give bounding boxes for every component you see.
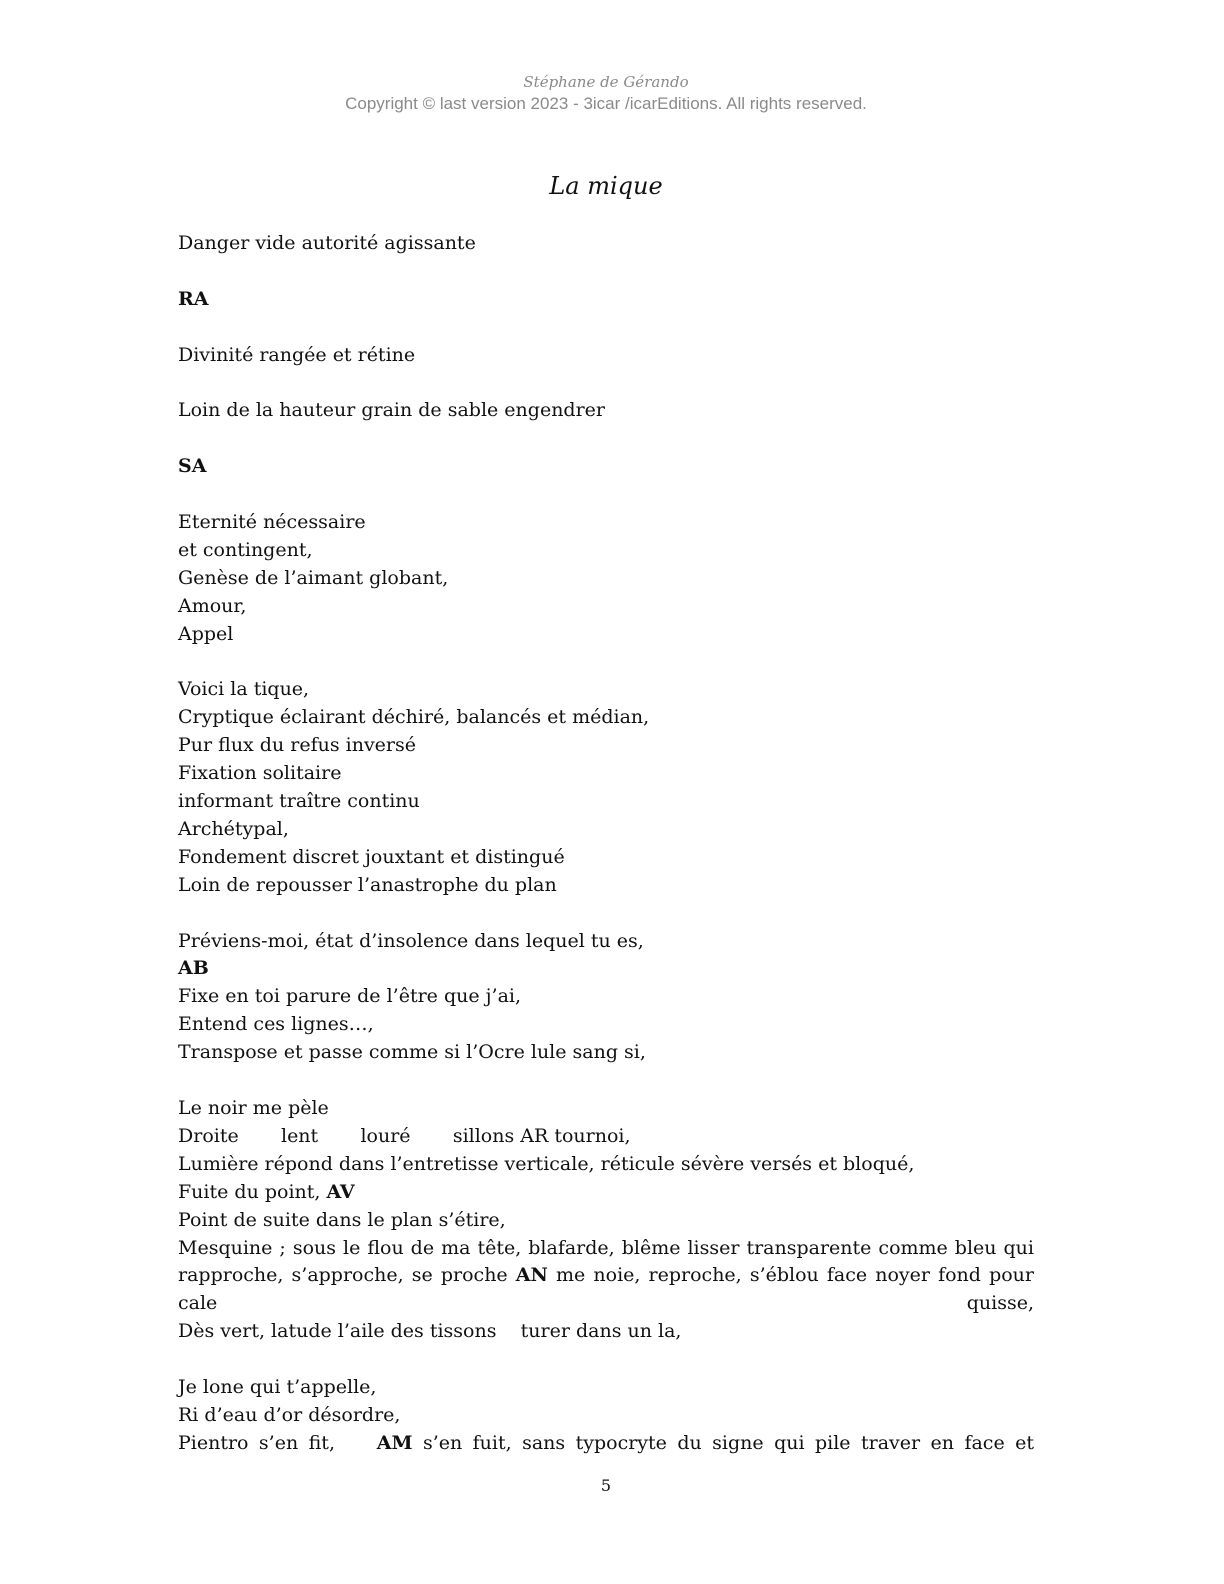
poem-line: Je lone qui t’appelle, xyxy=(178,1376,377,1399)
poem-line: Cryptique éclairant déchiré, balancés et médian, xyxy=(178,706,650,729)
poem-blank-line xyxy=(178,370,1034,398)
bold-syllable: SA xyxy=(178,455,207,478)
poem-line xyxy=(178,1179,1034,1207)
poem-text: me noie, reproche, s’éblou face noyer fond pour cale quisse, xyxy=(178,1264,1034,1315)
poem-line: Eternité nécessaire xyxy=(178,510,366,533)
bold-syllable: AM xyxy=(376,1431,413,1454)
poem-line: Dès vert, latude l’aile des tissons turer dans un la, xyxy=(178,1320,682,1343)
poem-line: Entend ces lignes…, xyxy=(178,1013,374,1036)
poem-blank-line xyxy=(178,481,1034,509)
page-header xyxy=(0,71,1212,115)
poem-text: Pientro s’en fit, xyxy=(178,1431,377,1454)
poem-text: Fuite du point, xyxy=(178,1180,327,1203)
poem-line: Loin de la hauteur grain de sable engendrer xyxy=(178,399,606,422)
poem-line xyxy=(178,286,1034,314)
poem-line: Le noir me pèle xyxy=(178,1096,329,1119)
poem-line xyxy=(178,955,1034,983)
poem-line: Danger vide autorité agissante xyxy=(178,232,476,254)
poem-line: Divinité rangée et rétine xyxy=(178,343,416,366)
poem-line: Fixe en toi parure de l’être que j’ai, xyxy=(178,985,522,1008)
poem-line: Voici la tique, xyxy=(178,678,310,701)
poem-line: Loin de repousser l’anastrophe du plan xyxy=(178,873,557,896)
poem-line: Transpose et passe comme si l’Ocre lule sang si, xyxy=(178,1041,646,1064)
bold-syllable: AV xyxy=(326,1180,355,1203)
poem-line: Fixation solitaire xyxy=(178,762,342,785)
poem-blank-line xyxy=(178,649,1034,677)
poem-line: Ri d’eau d’or désordre, xyxy=(178,1403,401,1426)
poem-line: Point de suite dans le plan s’étire, xyxy=(178,1208,506,1231)
bold-syllable: RA xyxy=(178,287,209,310)
poem-line-justified xyxy=(178,1430,1034,1458)
bold-syllable: AN xyxy=(515,1264,548,1287)
poem-line: Fondement discret jouxtant et distingué xyxy=(178,845,565,868)
bold-syllable: AB xyxy=(178,957,209,980)
page-number: 5 xyxy=(600,1476,612,1495)
poem-blank-line xyxy=(178,258,1034,286)
poem-line: Genèse de l’aimant globant, xyxy=(178,566,449,589)
poem-body xyxy=(178,230,1034,1458)
copyright-notice: Copyright © last version 2023 - 3icar /icarEditions. All rights reserved. xyxy=(345,94,867,113)
poem-line xyxy=(178,453,1034,481)
poem-line-justified xyxy=(178,1235,1034,1319)
poem-line: Amour, xyxy=(178,594,247,617)
poem-line: Appel xyxy=(178,622,234,645)
poem-line: Pur flux du refus inversé xyxy=(178,734,417,757)
poem-title: La mique xyxy=(549,172,663,200)
poem-blank-line xyxy=(178,425,1034,453)
poem-line: Droite lent louré sillons AR tournoi, xyxy=(178,1124,631,1147)
poem-line: et contingent, xyxy=(178,538,313,561)
poem-line: Lumière répond dans l’entretisse verticale, réticule sévère versés et bloqué, xyxy=(178,1152,915,1175)
author-name: Stéphane de Gérando xyxy=(523,73,689,91)
poem-text: s’en fuit, sans typocryte du signe qui pile traver en face et xyxy=(412,1431,1035,1454)
poem-line: Archétypal, xyxy=(178,817,289,840)
poem-blank-line xyxy=(178,1067,1034,1095)
poem-blank-line xyxy=(178,314,1034,342)
poem-line: informant traître continu xyxy=(178,790,420,813)
poem-blank-line xyxy=(178,1346,1034,1374)
poem-text: Mesquine ; sous le flou de ma tête, blafarde, blême lisser transparente comme bleu qui rapproche, s’approche, se proche xyxy=(178,1236,1034,1287)
poem-blank-line xyxy=(178,900,1034,928)
poem-line: Préviens-moi, état d’insolence dans lequel tu es, xyxy=(178,929,644,952)
